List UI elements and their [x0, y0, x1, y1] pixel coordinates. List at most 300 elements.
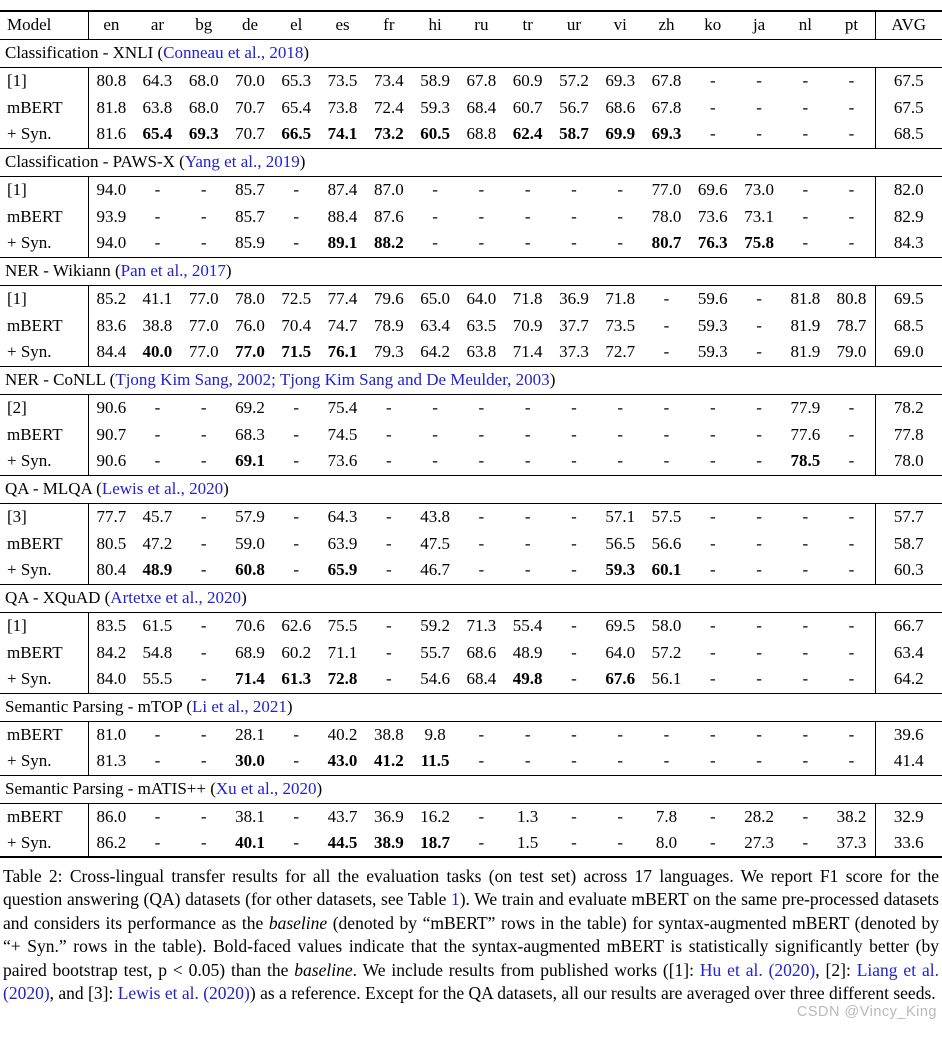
value-cell: - [663, 751, 670, 771]
value-cell: 47.2 [142, 533, 173, 553]
section-header-row [0, 775, 942, 803]
value-cell: 45.7 [142, 506, 173, 526]
caption-citation-link[interactable]: Liang et al. (2020) [3, 959, 939, 1004]
value-cell: 81.6 [96, 124, 127, 144]
value-cell: - [848, 124, 855, 144]
value-cell: - [802, 97, 809, 117]
value-cell: 68.6 [605, 97, 636, 117]
value-cell: - [200, 724, 207, 744]
value-cell: 73.5 [327, 70, 358, 90]
value-cell: - [802, 560, 809, 580]
avg-cell: 60.3 [875, 557, 942, 584]
value-cell: 74.7 [327, 315, 358, 335]
value-cell: 69.3 [188, 124, 219, 144]
value-cell: 88.2 [373, 233, 404, 253]
value-cell: - [848, 233, 855, 253]
table-row [0, 448, 942, 475]
value-cell: 78.7 [836, 315, 867, 335]
value-cell: - [524, 206, 531, 226]
value-cell: - [571, 533, 577, 553]
caption-citation-link[interactable]: Lewis et al. (2020) [117, 983, 250, 1004]
value-cell: - [617, 206, 624, 226]
value-cell: 78.5 [790, 451, 821, 471]
value-cell: 68.3 [235, 424, 265, 444]
value-cell: 37.7 [559, 315, 589, 335]
caption-citation-link[interactable]: 1 [450, 889, 460, 910]
value-cell: - [848, 642, 855, 662]
value-cell: 11.5 [420, 751, 450, 771]
value-cell: - [848, 751, 855, 771]
caption-text: ). We train and evaluate mBERT on the same pre-processed datasets and considers its performance as the [3, 889, 939, 933]
value-cell: - [709, 615, 716, 635]
value-cell: 81.8 [96, 97, 127, 117]
value-cell: - [802, 70, 809, 90]
value-cell: 30.0 [235, 751, 265, 771]
avg-cell: 82.9 [875, 203, 942, 230]
value-cell: 75.5 [327, 615, 358, 635]
value-cell: - [478, 806, 485, 826]
column-header-ru: ru [458, 11, 504, 39]
value-cell: - [571, 642, 577, 662]
value-cell: - [756, 669, 762, 689]
value-cell: 89.1 [327, 233, 358, 253]
value-cell: 79.6 [373, 288, 404, 308]
value-cell: - [385, 451, 392, 471]
avg-cell: 68.5 [875, 121, 942, 148]
value-cell: 76.1 [327, 342, 358, 362]
column-header-bg: bg [181, 11, 227, 39]
value-cell: - [200, 506, 207, 526]
value-cell: - [200, 615, 207, 635]
value-cell: 68.9 [235, 642, 265, 662]
value-cell: - [802, 233, 809, 253]
value-cell: - [848, 560, 855, 580]
row-label: + Syn. [0, 830, 88, 857]
value-cell: - [154, 806, 161, 826]
value-cell: 72.4 [373, 97, 404, 117]
value-cell: 90.7 [96, 424, 127, 444]
value-cell: 78.9 [373, 315, 404, 335]
value-cell: 77.0 [235, 342, 265, 362]
value-cell: - [432, 424, 438, 444]
value-cell: 36.9 [559, 288, 589, 308]
value-cell: 87.4 [327, 179, 358, 199]
section-header-row [0, 693, 942, 721]
value-cell: - [478, 833, 485, 852]
avg-cell: 78.0 [875, 448, 942, 475]
value-cell: - [617, 424, 624, 444]
value-cell: 78.0 [235, 288, 265, 308]
row-label: + Syn. [0, 230, 88, 257]
section-title [0, 257, 942, 285]
column-header-de: de [227, 11, 273, 39]
value-cell: 65.4 [281, 97, 312, 117]
value-cell: 64.2 [420, 342, 450, 362]
watermark: CSDN @Vincy_King [796, 1004, 937, 1020]
value-cell: - [524, 751, 531, 771]
section-title [0, 39, 942, 67]
value-cell: 75.4 [327, 397, 358, 417]
column-header-hi: hi [412, 11, 458, 39]
section-title [0, 366, 942, 394]
value-cell: 73.2 [373, 124, 404, 144]
table-row [0, 557, 942, 584]
section-header-row [0, 39, 942, 67]
section-title-text: Classification - PAWS-X ( [5, 152, 185, 171]
value-cell: 77.0 [188, 315, 219, 335]
value-cell: - [617, 751, 624, 771]
citation-link[interactable]: Tjong Kim Sang, 2002; Tjong Kim Sang and De Meulder, 2003 [115, 370, 550, 389]
table-row [0, 230, 942, 257]
citation-link[interactable]: Pan et al., 2017 [120, 261, 226, 280]
value-cell: 80.8 [96, 70, 127, 90]
value-cell: - [709, 533, 716, 553]
caption-text: ) as a reference. Except for the QA datasets, all our results are averaged over three different seeds. [249, 983, 936, 1004]
caption-text: . We include results from published works ([1]: [352, 959, 700, 980]
value-cell: 59.3 [605, 560, 636, 580]
value-cell: - [709, 751, 716, 771]
value-cell: 71.1 [327, 642, 358, 662]
value-cell: - [617, 179, 624, 199]
value-cell: 56.5 [605, 533, 636, 553]
value-cell: - [293, 751, 300, 771]
value-cell: - [848, 397, 855, 417]
value-cell: - [385, 533, 392, 553]
column-header-ja: ja [736, 11, 782, 39]
column-header-model: Model [0, 11, 88, 39]
table-row [0, 803, 942, 830]
value-cell: 67.8 [651, 70, 682, 90]
value-cell: - [200, 451, 207, 471]
value-cell: - [200, 533, 207, 553]
value-cell: 1.5 [517, 833, 539, 852]
value-cell: 71.8 [605, 288, 636, 308]
row-label: mBERT [0, 530, 88, 557]
section-title-text: ) [241, 588, 247, 607]
value-cell: - [524, 560, 531, 580]
value-cell: 77.0 [651, 179, 682, 199]
value-cell: 64.0 [605, 642, 636, 662]
value-cell: - [385, 560, 392, 580]
value-cell: 63.4 [420, 315, 450, 335]
value-cell: 68.8 [466, 124, 497, 144]
value-cell: 84.0 [96, 669, 127, 689]
avg-cell: 67.5 [875, 67, 942, 94]
value-cell: 59.3 [697, 342, 728, 362]
table-row [0, 748, 942, 775]
avg-cell: 33.6 [875, 830, 942, 857]
value-cell: 43.0 [327, 751, 358, 771]
value-cell: 77.9 [790, 397, 821, 417]
value-cell: - [154, 424, 161, 444]
value-cell: 83.5 [96, 615, 127, 635]
value-cell: 81.9 [790, 315, 821, 335]
citation-link[interactable]: Li et al., 2021 [191, 697, 287, 716]
value-cell: 67.6 [605, 669, 636, 689]
table-row [0, 203, 942, 230]
value-cell: - [293, 533, 300, 553]
value-cell: 60.9 [512, 70, 543, 90]
value-cell: 38.1 [235, 806, 265, 826]
avg-cell: 58.7 [875, 530, 942, 557]
value-cell: 72.8 [327, 669, 358, 689]
value-cell: - [663, 451, 670, 471]
row-label: + Syn. [0, 557, 88, 584]
value-cell: 93.9 [96, 206, 127, 226]
value-cell: 38.8 [142, 315, 173, 335]
value-cell: - [200, 179, 207, 199]
value-cell: - [756, 560, 762, 580]
value-cell: - [756, 97, 762, 117]
value-cell: 43.8 [420, 506, 450, 526]
value-cell: 68.4 [466, 97, 497, 117]
value-cell: 47.5 [420, 533, 450, 553]
value-cell: - [848, 206, 855, 226]
value-cell: - [802, 833, 809, 852]
value-cell: 64.0 [466, 288, 497, 308]
value-cell: 68.0 [188, 70, 219, 90]
value-cell: - [802, 506, 809, 526]
table-row [0, 421, 942, 448]
value-cell: 63.8 [466, 342, 497, 362]
value-cell: 76.3 [697, 233, 728, 253]
value-cell: 40.1 [235, 833, 265, 852]
section-title-text: ) [299, 152, 306, 171]
value-cell: 72.5 [281, 288, 312, 308]
value-cell: 88.4 [327, 206, 358, 226]
value-cell: 61.3 [281, 669, 312, 689]
value-cell: - [663, 342, 670, 362]
value-cell: - [709, 806, 716, 826]
value-cell: 80.8 [836, 288, 867, 308]
value-cell: 85.9 [235, 233, 265, 253]
value-cell: - [571, 833, 577, 852]
column-header-nl: nl [782, 11, 828, 39]
value-cell: - [432, 397, 438, 417]
value-cell: 77.7 [96, 506, 127, 526]
caption-text: , [2]: [815, 959, 857, 980]
value-cell: - [756, 424, 762, 444]
section-title-text: ) [223, 479, 229, 498]
citation-link[interactable]: Artetxe et al., 2020 [110, 588, 242, 607]
value-cell: 73.8 [327, 97, 358, 117]
value-cell: - [756, 342, 762, 362]
value-cell: - [617, 833, 624, 852]
value-cell: 67.8 [466, 70, 497, 90]
value-cell: - [848, 533, 855, 553]
citation-link[interactable]: Xu et al., 2020 [215, 779, 317, 798]
caption-text: (denoted by “mBERT” rows in the table) for syntax-augmented mBERT (denoted by “+ Syn.” rows in the table). Bold-faced values indicate that the syntax-augmented mBERT is statistically significantly better (by paired bootstrap test, p < 0.05) than the [3, 912, 939, 980]
value-cell: - [154, 397, 161, 417]
avg-cell: 78.2 [875, 394, 942, 421]
citation-link[interactable]: Yang et al., 2019 [184, 152, 300, 171]
value-cell: - [293, 451, 300, 471]
value-cell: 55.7 [420, 642, 450, 662]
column-header-es: es [319, 11, 365, 39]
citation-link[interactable]: Lewis et al., 2020 [101, 479, 224, 498]
table-row [0, 503, 942, 530]
value-cell: 81.0 [96, 724, 127, 744]
value-cell: - [709, 560, 716, 580]
value-cell: - [478, 206, 485, 226]
caption-text: baseline [294, 959, 353, 980]
value-cell: 77.4 [327, 288, 358, 308]
section-title-text: NER - CoNLL ( [5, 370, 116, 389]
value-cell: - [385, 669, 392, 689]
value-cell: - [802, 751, 809, 771]
value-cell: - [802, 806, 809, 826]
section-title-text: ) [316, 779, 323, 798]
section-title-text: ) [549, 370, 556, 389]
value-cell: 66.5 [281, 124, 312, 144]
value-cell: 57.2 [559, 70, 589, 90]
value-cell: - [385, 424, 392, 444]
value-cell: - [293, 424, 300, 444]
value-cell: 77.0 [188, 342, 219, 362]
value-cell: 37.3 [559, 342, 589, 362]
value-cell: - [571, 724, 577, 744]
value-cell: - [848, 724, 855, 744]
value-cell: - [524, 424, 531, 444]
value-cell: 81.8 [790, 288, 821, 308]
value-cell: 80.7 [651, 233, 682, 253]
section-title [0, 693, 942, 721]
value-cell: - [432, 233, 438, 253]
value-cell: 71.4 [235, 669, 265, 689]
value-cell: 37.3 [836, 833, 867, 852]
value-cell: - [848, 615, 855, 635]
value-cell: - [756, 451, 762, 471]
value-cell: 56.6 [651, 533, 682, 553]
value-cell: - [802, 206, 809, 226]
value-cell: - [293, 806, 300, 826]
column-header-tr: tr [505, 11, 551, 39]
value-cell: - [200, 424, 207, 444]
value-cell: 81.3 [96, 751, 127, 771]
value-cell: 55.4 [512, 615, 543, 635]
value-cell: - [478, 751, 485, 771]
row-label: mBERT [0, 312, 88, 339]
row-label: mBERT [0, 421, 88, 448]
section-title-text: QA - MLQA ( [5, 479, 102, 498]
section-header-row [0, 257, 942, 285]
value-cell: - [571, 806, 577, 826]
value-cell: - [663, 397, 670, 417]
value-cell: 8.0 [655, 833, 678, 852]
section-title-text: NER - Wikiann ( [5, 261, 121, 280]
value-cell: 94.0 [96, 233, 127, 253]
value-cell: 38.8 [373, 724, 404, 744]
value-cell: - [478, 424, 485, 444]
value-cell: 75.8 [744, 233, 774, 253]
row-label: mBERT [0, 803, 88, 830]
value-cell: 85.2 [96, 288, 127, 308]
value-cell: - [385, 615, 392, 635]
value-cell: - [385, 642, 392, 662]
value-cell: 56.7 [559, 97, 589, 117]
value-cell: 9.8 [424, 724, 446, 744]
row-label: [1] [0, 67, 88, 94]
value-cell: - [293, 560, 300, 580]
value-cell: 61.5 [142, 615, 173, 635]
value-cell: - [385, 397, 392, 417]
value-cell: 64.3 [327, 506, 358, 526]
section-title-text: ) [303, 43, 310, 62]
value-cell: - [571, 560, 577, 580]
value-cell: 59.2 [420, 615, 450, 635]
column-header-ar: ar [134, 11, 180, 39]
value-cell: - [802, 124, 809, 144]
value-cell: 85.7 [235, 206, 265, 226]
value-cell: 60.1 [651, 560, 682, 580]
value-cell: - [524, 533, 531, 553]
value-cell: - [293, 833, 300, 852]
table-row [0, 339, 942, 366]
value-cell: 87.0 [373, 179, 404, 199]
section-title-text: ) [286, 697, 293, 716]
value-cell: 59.3 [697, 315, 728, 335]
value-cell: 70.7 [235, 97, 265, 117]
value-cell: - [524, 397, 531, 417]
value-cell: 60.7 [512, 97, 543, 117]
value-cell: 60.8 [235, 560, 265, 580]
value-cell: - [709, 506, 716, 526]
value-cell: - [756, 288, 762, 308]
value-cell: 60.5 [420, 124, 450, 144]
value-cell: 70.0 [235, 70, 265, 90]
section-title [0, 584, 942, 612]
row-label: [3] [0, 503, 88, 530]
value-cell: 86.0 [96, 806, 127, 826]
avg-cell: 82.0 [875, 176, 942, 203]
value-cell: - [154, 206, 161, 226]
value-cell: 70.7 [235, 124, 265, 144]
value-cell: 84.4 [96, 342, 127, 362]
value-cell: 46.7 [420, 560, 450, 580]
value-cell: 71.4 [512, 342, 543, 362]
row-label: + Syn. [0, 666, 88, 693]
value-cell: - [478, 233, 485, 253]
value-cell: - [571, 206, 577, 226]
section-header-row [0, 148, 942, 176]
value-cell: 62.6 [281, 615, 312, 635]
value-cell: - [709, 724, 716, 744]
value-cell: 79.0 [836, 342, 867, 362]
value-cell: 70.9 [512, 315, 543, 335]
value-cell: 69.1 [235, 451, 265, 471]
value-cell: 7.8 [655, 806, 678, 826]
caption-text: baseline [268, 912, 328, 933]
caption-citation-link[interactable]: Hu et al. (2020) [699, 959, 816, 980]
value-cell: - [200, 833, 207, 852]
value-cell: - [756, 506, 762, 526]
value-cell: - [478, 451, 485, 471]
value-cell: - [709, 124, 716, 144]
value-cell: 79.3 [373, 342, 404, 362]
value-cell: - [848, 179, 855, 199]
row-label: + Syn. [0, 121, 88, 148]
row-label: mBERT [0, 721, 88, 748]
value-cell: - [709, 642, 716, 662]
value-cell: 83.6 [96, 315, 127, 335]
value-cell: 57.1 [605, 506, 636, 526]
value-cell: - [524, 179, 531, 199]
value-cell: 69.9 [605, 124, 636, 144]
citation-link[interactable]: Conneau et al., 2018 [163, 43, 304, 62]
value-cell: - [848, 451, 855, 471]
table-row [0, 612, 942, 639]
value-cell: - [154, 233, 161, 253]
